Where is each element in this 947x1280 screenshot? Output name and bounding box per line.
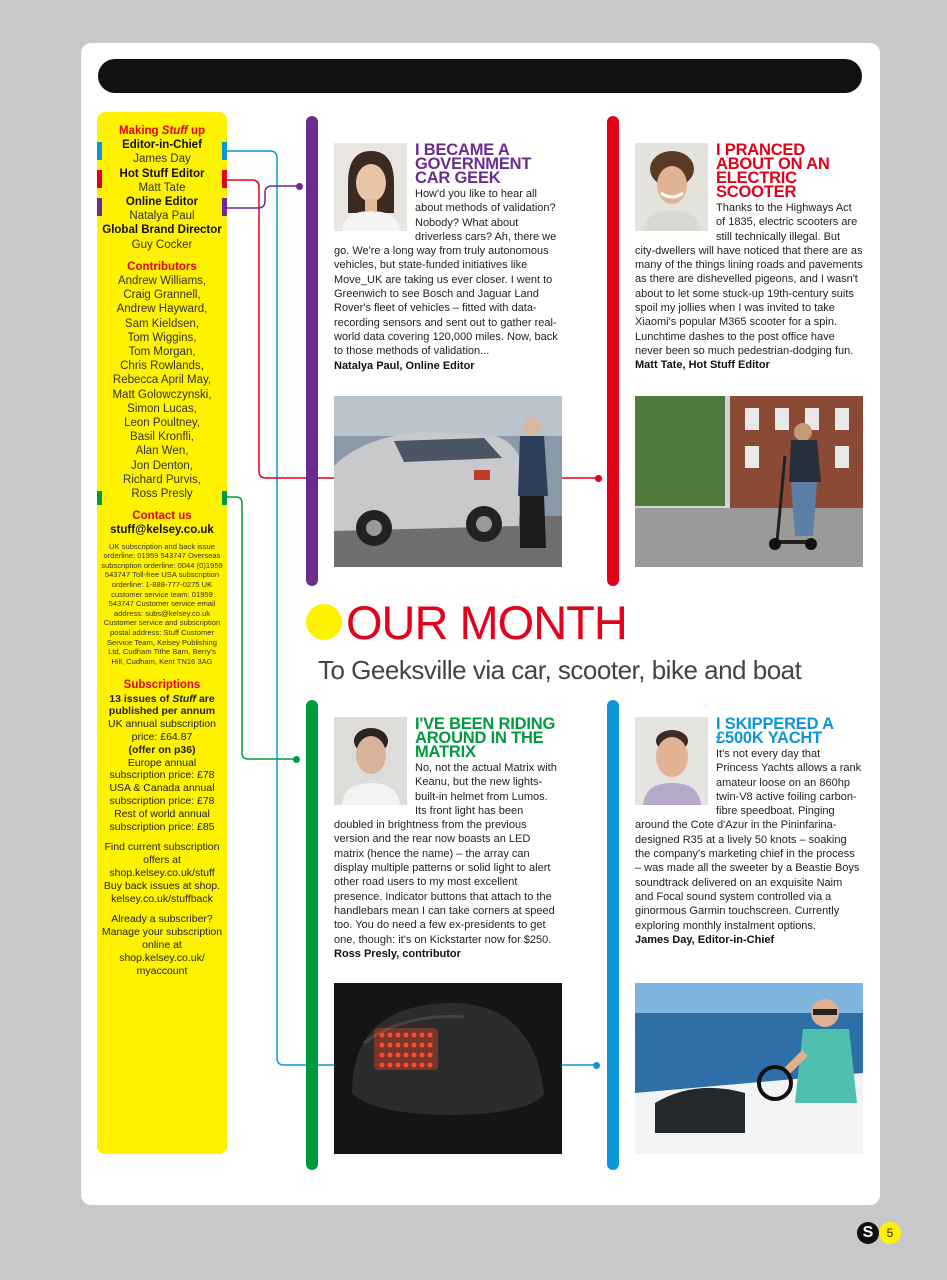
contributor-name: Simon Lucas,	[127, 402, 197, 415]
contributor-name: Craig Grannell,	[123, 289, 201, 302]
contributor-name: Tom Wiggins,	[127, 331, 197, 344]
story-headline: I BECAME A GOVERNMENT CAR GEEK	[415, 141, 532, 187]
story-bar-red	[607, 116, 619, 586]
connector-dot	[593, 1062, 600, 1069]
staff-name: Matt Tate	[138, 181, 186, 194]
story-electric-scooter	[635, 143, 863, 373]
story-matrix-helmet	[334, 717, 562, 961]
stuff-logo-icon: S	[857, 1222, 879, 1244]
making-stuff-up-heading: Making Stuff up	[118, 125, 206, 137]
story-government-car	[334, 143, 562, 373]
section-dot	[306, 604, 342, 640]
staff-name: James Day	[133, 153, 191, 166]
contributor-name: Ross Presly	[131, 488, 193, 501]
contact-heading: Contact us	[132, 510, 192, 523]
contributor-name: Tom Morgan,	[128, 346, 196, 359]
offer-page-note: (offer on p36)	[128, 743, 196, 756]
contributor-name: Basil Kronfli,	[130, 431, 194, 444]
story-byline: Natalya Paul, Online Editor	[334, 359, 475, 372]
contributor-name: Richard Purvis,	[123, 473, 201, 486]
story-byline: Ross Presly, contributor	[334, 947, 461, 960]
contributor-name: Chris Rowlands,	[120, 360, 204, 373]
photo-scooter-rider	[635, 396, 863, 567]
find-offers-text: Find current subscription offers at shop.kelsey.co.uk/stuff Buy back issues at shop. kelsey.co.uk/stuffback	[103, 841, 221, 905]
portrait-james-day	[635, 717, 708, 805]
story-body: No, not the actual Matrix with Keanu, but the new lights-built-in helmet from Lumos. Its front light has been doubled in brightness from the previous version and the rear now boasts an LED matrix (hence the name) – the array can display multiple patterns or solid light to alert other road users to my most excellent presence. Indicator buttons that attach to the handlebars mean I can take corners at speed too. You do need a few ex-presidents to get one, though: it's on Kickstarter now for $250.	[334, 762, 557, 946]
story-bar-green	[306, 700, 318, 1170]
story-headline: I'VE BEEN RIDING AROUND IN THE MATRIX	[415, 715, 556, 761]
story-yacht	[635, 717, 863, 947]
story-body: How'd you like to hear all about methods of validation? Nobody? What about driverless cars? Ah, there we go. We're a long way from truly autonomous vehicles, but state-funded initiatives like Move_UK are taking us ever closer. I went to Greenwich to see Bosch and Jaguar Land Rover's fleet of vehicles – fitted with data-recording sensors and sent out to gather real-world data covering 120,000 miles. Now, back to those methods of validation...	[334, 188, 558, 358]
story-body: Thanks to the Highways Act of 1835, electric scooters are still technically illegal. But city-dwellers will have noticed that there are as many of the things lining roads and pavements as there are dishevelled pigeons, and I wasn't about to let some stuck-up 19th-century suits spoil my jollies when I was invited to take Xiaomi's popular M365 scooter for a spin. Lunchtime dashes to the post office have never been so much pedestrian-dodging fun.	[635, 202, 863, 357]
story-body: It's not every day that Princess Yachts allows a rank amateur loose on an 860hp twin-V8 active foiling carbon-fibre speedboat. Pinging around the Cote d'Azur in the Pininfarina-designed R35 at a lively 50 knots – soaking the company's marketing chief in the process – was made all the sweeter by a Beastie Boys soundtrack delivered on an exquisite Naim and Focal sound system controlled via a ginormous Garmin touchscreen. Currently exploring monthly instalment options.	[635, 748, 862, 932]
story-byline: Matt Tate, Hot Stuff Editor	[635, 359, 770, 372]
connector-dot	[293, 756, 300, 763]
contributor-name: Sam Kieldsen,	[124, 317, 200, 330]
staff-name: Natalya Paul	[129, 210, 195, 223]
subscriptions-heading: Subscriptions	[123, 679, 201, 692]
contributor-name: Jon Denton,	[130, 459, 193, 472]
section-title: OUR MONTH	[346, 596, 627, 649]
uk-subscription-price: UK annual subscription price: £64.87	[108, 718, 216, 743]
connector-dot	[296, 183, 303, 190]
contributors-heading: Contributors	[127, 260, 197, 273]
contact-details: UK subscription and back issue orderline: 01959 543747 Overseas subscription orderline: 0044 (0)1959 543747 Toll-free USA subscription orderline: 1-888-777-0275 UK customer service team: 01959 543747 Customer service email address: subs@kelsey.co.uk Customer service and subscription postal address: Stuff Customer Service Team, Kelsey Publishing Ltd, Cudham Tithe Barn, Berry's Hill, Cudham, Kent TN16 3AG	[101, 541, 223, 666]
staff-role: Hot Stuff Editor	[119, 167, 205, 180]
staff-role: Global Brand Director	[102, 224, 222, 237]
contributor-name: Alan Wen,	[135, 445, 189, 458]
story-headline: I SKIPPERED A £500K YACHT	[716, 715, 834, 747]
story-bar-purple	[306, 116, 318, 586]
subscription-prices: Europe annual subscription price: £78 USA & Canada annual subscription price: £78 Rest of world annual subscription price: £85	[109, 756, 215, 833]
subscription-offer: 13 issues of Stuff are published per annum	[108, 692, 216, 718]
story-bar-blue	[607, 700, 619, 1170]
story-headline: I PRANCED ABOUT ON AN ELECTRIC SCOOTER	[716, 141, 830, 201]
page-number: 5	[879, 1222, 901, 1244]
contributor-name: Matt Golowczynski,	[112, 388, 212, 401]
contributor-name: Andrew Williams,	[117, 275, 207, 288]
photo-lumos-helmet	[334, 983, 562, 1154]
portrait-ross-presly	[334, 717, 407, 805]
photo-car-and-woman	[334, 396, 562, 567]
contact-email[interactable]: stuff@kelsey.co.uk	[110, 524, 214, 537]
contributor-name: Leon Poultney,	[124, 417, 200, 430]
portrait-matt-tate	[635, 143, 708, 231]
story-byline: James Day, Editor-in-Chief	[635, 933, 775, 946]
staff-name: Guy Cocker	[131, 238, 193, 251]
photo-yacht-driver	[635, 983, 863, 1154]
staff-role: Editor-in-Chief	[122, 139, 202, 152]
contributor-name: Rebecca April May,	[112, 374, 212, 387]
connector-dot	[595, 475, 602, 482]
staff-role: Online Editor	[125, 196, 199, 209]
portrait-natalya-paul	[334, 143, 407, 231]
contributor-name: Andrew Hayward,	[116, 303, 208, 316]
already-subscriber-text: Already a subscriber? Manage your subscription online at shop.kelsey.co.uk/ myaccount	[101, 913, 223, 977]
section-subtitle: To Geeksville via car, scooter, bike and boat	[318, 655, 802, 685]
